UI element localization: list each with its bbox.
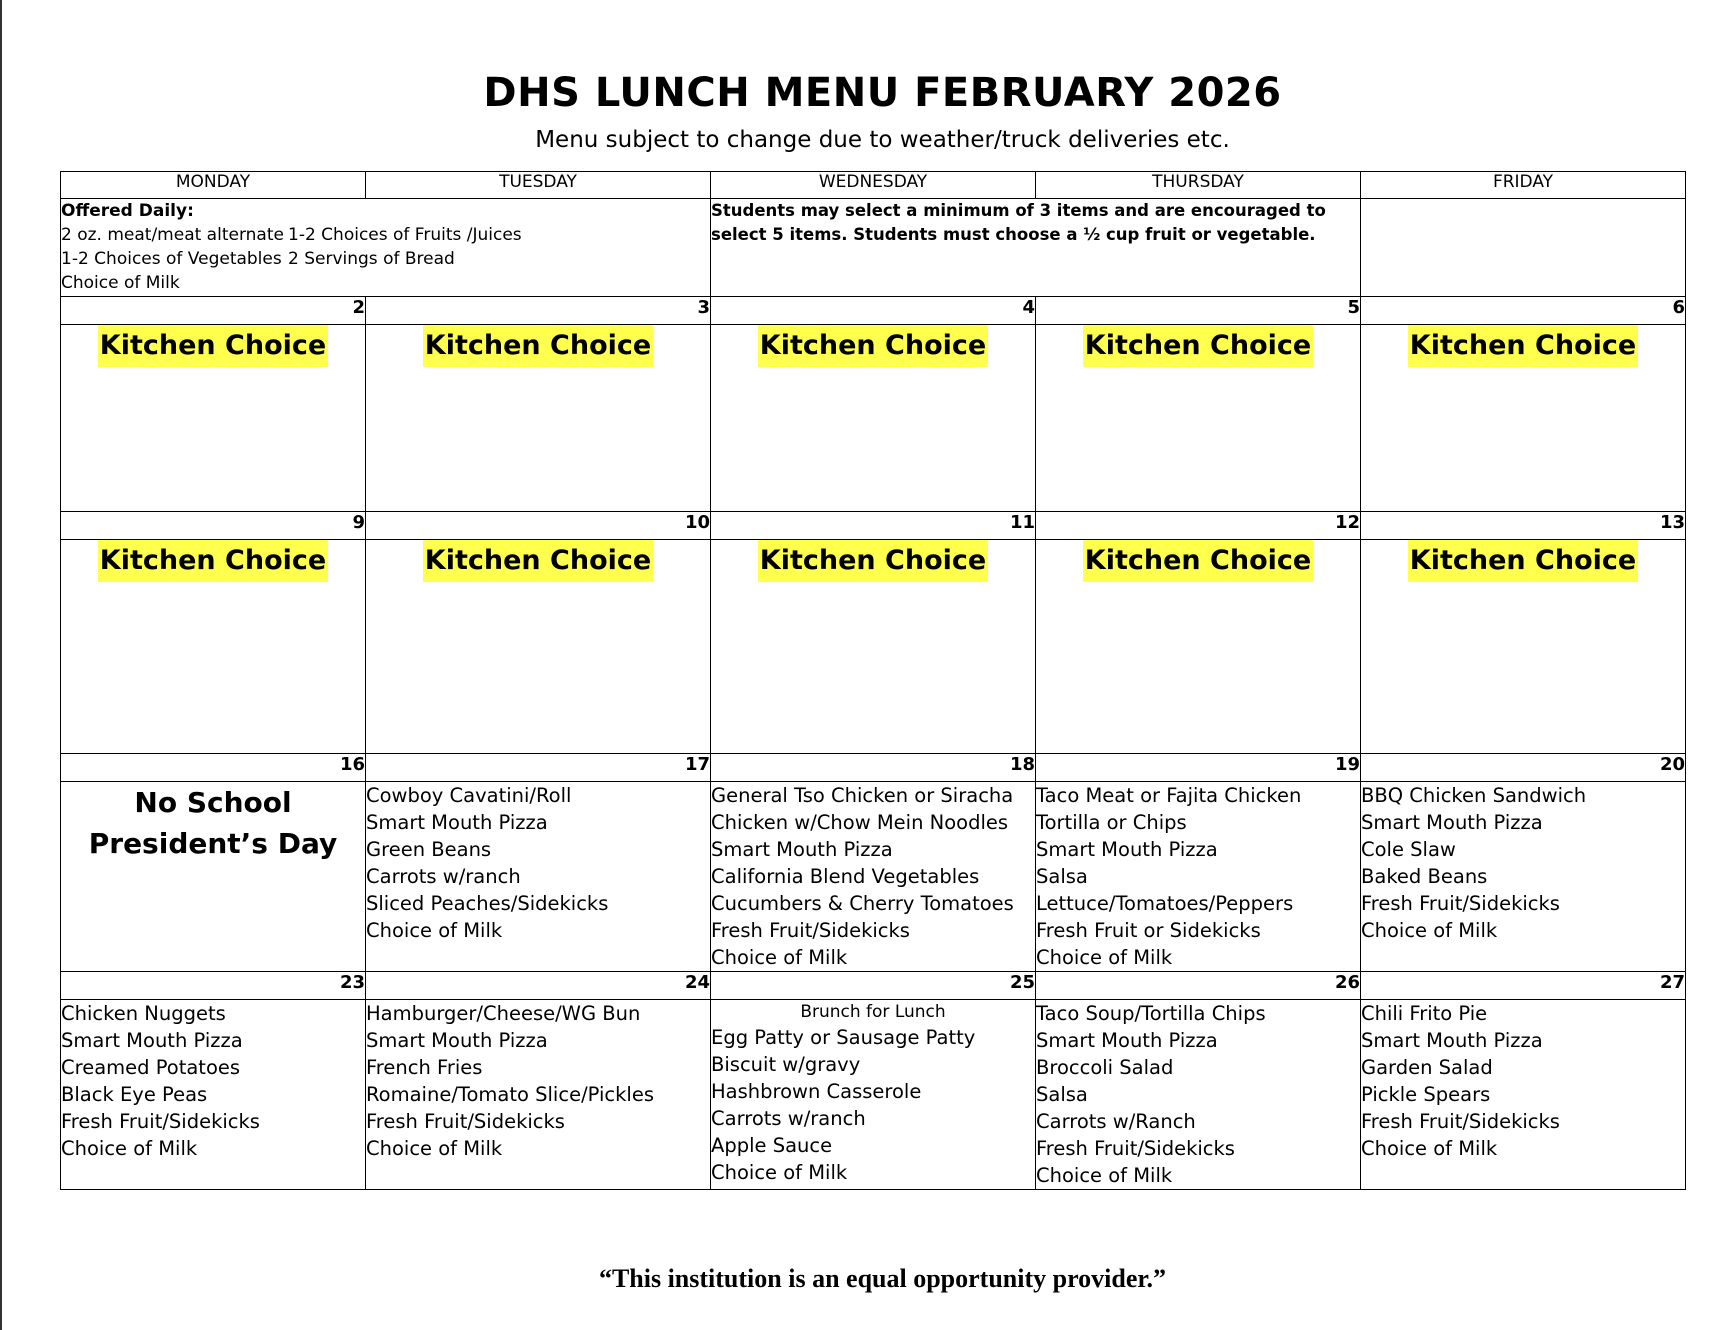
kitchen-choice-label: Kitchen Choice xyxy=(1083,325,1313,367)
date-number: 4 xyxy=(711,297,1036,325)
menu-item: Taco Soup/Tortilla Chips xyxy=(1036,1002,1266,1025)
kitchen-choice-label: Kitchen Choice xyxy=(423,325,653,367)
day-cell xyxy=(1036,540,1361,754)
menu-row xyxy=(61,540,1686,754)
day-cell xyxy=(366,1000,711,1190)
menu-item: Cucumbers & Cherry Tomatoes xyxy=(711,892,1014,915)
menu-item: Smart Mouth Pizza xyxy=(366,1029,548,1052)
day-cell xyxy=(711,540,1036,754)
menu-item: Cowboy Cavatini/Roll xyxy=(366,784,572,807)
selection-rules-cell xyxy=(711,199,1361,297)
offered-item: Choice of Milk xyxy=(61,273,180,293)
day-header: THURSDAY xyxy=(1036,172,1361,199)
menu-item: Pickle Spears xyxy=(1361,1083,1491,1106)
no-school-label: No School xyxy=(134,786,292,819)
date-number: 26 xyxy=(1036,972,1361,1000)
day-cell xyxy=(1361,325,1686,512)
menu-item: Green Beans xyxy=(366,838,492,861)
menu-item: Smart Mouth Pizza xyxy=(711,838,893,861)
menu-item: Smart Mouth Pizza xyxy=(1361,1029,1543,1052)
menu-item: Sliced Peaches/Sidekicks xyxy=(366,892,609,915)
menu-item: Chicken w/Chow Mein Noodles xyxy=(711,811,1009,834)
menu-item: Chili Frito Pie xyxy=(1361,1002,1488,1025)
kitchen-choice-label: Kitchen Choice xyxy=(1408,540,1638,582)
menu-item: Apple Sauce xyxy=(711,1134,833,1157)
menu-item: California Blend Vegetables xyxy=(711,865,980,888)
date-number: 13 xyxy=(1361,512,1686,540)
menu-item: Choice of Milk xyxy=(61,1137,198,1160)
menu-item: Tortilla or Chips xyxy=(1036,811,1187,834)
date-number: 23 xyxy=(61,972,366,1000)
date-number: 17 xyxy=(366,754,711,782)
day-header-row xyxy=(61,172,1686,199)
offered-item: 1-2 Choices of Fruits /Juices xyxy=(288,225,522,245)
no-school-cell xyxy=(61,782,366,972)
holiday-label: President’s Day xyxy=(88,827,338,860)
date-number: 5 xyxy=(1036,297,1361,325)
page-title: DHS LUNCH MENU FEBRUARY 2026 xyxy=(483,70,1282,116)
date-number: 25 xyxy=(711,972,1036,1000)
day-cell xyxy=(711,1000,1036,1190)
day-cell xyxy=(1361,782,1686,972)
date-number: 12 xyxy=(1036,512,1361,540)
menu-item: Fresh Fruit/Sidekicks xyxy=(1361,892,1560,915)
menu-item: Smart Mouth Pizza xyxy=(1036,838,1218,861)
page-left-border xyxy=(0,0,2,1330)
day-cell xyxy=(1036,325,1361,512)
day-cell xyxy=(61,325,366,512)
menu-item: Baked Beans xyxy=(1361,865,1488,888)
menu-item: Choice of Milk xyxy=(1361,1137,1498,1160)
menu-item: French Fries xyxy=(366,1056,483,1079)
menu-item: Choice of Milk xyxy=(1361,919,1498,942)
menu-item: Broccoli Salad xyxy=(1036,1056,1174,1079)
menu-item: Romaine/Tomato Slice/Pickles xyxy=(366,1083,654,1106)
menu-item: Fresh Fruit/Sidekicks xyxy=(1036,1137,1235,1160)
menu-item: Cole Slaw xyxy=(1361,838,1456,861)
menu-item: Taco Meat or Fajita Chicken xyxy=(1036,784,1302,807)
date-number: 27 xyxy=(1361,972,1686,1000)
menu-item: Fresh Fruit or Sidekicks xyxy=(1036,919,1261,942)
day-cell xyxy=(61,540,366,754)
kitchen-choice-label: Kitchen Choice xyxy=(423,540,653,582)
date-row xyxy=(61,972,1686,1000)
kitchen-choice-label: Kitchen Choice xyxy=(98,325,328,367)
date-row xyxy=(61,512,1686,540)
date-row xyxy=(61,754,1686,782)
menu-item: Fresh Fruit/Sidekicks xyxy=(1361,1110,1560,1133)
menu-item: Smart Mouth Pizza xyxy=(366,811,548,834)
day-cell xyxy=(366,782,711,972)
day-cell xyxy=(366,540,711,754)
equal-opportunity-statement: “This institution is an equal opportunity provider.” xyxy=(598,1264,1167,1293)
day-header: TUESDAY xyxy=(366,172,711,199)
day-cell xyxy=(366,325,711,512)
offered-item: 2 Servings of Bread xyxy=(288,249,455,269)
day-cell xyxy=(61,1000,366,1190)
menu-item: Carrots w/ranch xyxy=(366,865,521,888)
date-row xyxy=(61,297,1686,325)
menu-item: Black Eye Peas xyxy=(61,1083,208,1106)
date-number: 2 xyxy=(61,297,366,325)
menu-item: Chicken Nuggets xyxy=(61,1002,226,1025)
menu-item: Fresh Fruit/Sidekicks xyxy=(366,1110,565,1133)
menu-item: Choice of Milk xyxy=(366,1137,503,1160)
menu-item: Garden Salad xyxy=(1361,1056,1493,1079)
kitchen-choice-label: Kitchen Choice xyxy=(758,540,988,582)
day-cell xyxy=(1036,782,1361,972)
date-number: 3 xyxy=(366,297,711,325)
kitchen-choice-label: Kitchen Choice xyxy=(1083,540,1313,582)
day-cell xyxy=(1361,1000,1686,1190)
menu-item: Biscuit w/gravy xyxy=(711,1053,861,1076)
day-header: MONDAY xyxy=(61,172,366,199)
menu-item: Egg Patty or Sausage Patty xyxy=(711,1026,976,1049)
offered-item: 1-2 Choices of Vegetables xyxy=(61,249,282,269)
date-number: 20 xyxy=(1361,754,1686,782)
date-number: 10 xyxy=(366,512,711,540)
menu-item: Choice of Milk xyxy=(366,919,503,942)
offered-daily-title: Offered Daily: xyxy=(61,201,194,221)
offered-item: 2 oz. meat/meat alternate xyxy=(61,225,284,245)
menu-item: Carrots w/Ranch xyxy=(1036,1110,1196,1133)
menu-item: Carrots w/ranch xyxy=(711,1107,866,1130)
menu-item: Smart Mouth Pizza xyxy=(61,1029,243,1052)
menu-item: General Tso Chicken or Siracha xyxy=(711,784,1014,807)
date-number: 16 xyxy=(61,754,366,782)
menu-item: Lettuce/Tomatoes/Peppers xyxy=(1036,892,1294,915)
menu-item: Smart Mouth Pizza xyxy=(1361,811,1543,834)
date-number: 6 xyxy=(1361,297,1686,325)
info-row xyxy=(61,199,1686,297)
date-number: 18 xyxy=(711,754,1036,782)
offered-daily-cell xyxy=(61,199,711,297)
menu-row xyxy=(61,325,1686,512)
menu-item: Choice of Milk xyxy=(711,946,848,969)
kitchen-choice-label: Kitchen Choice xyxy=(98,540,328,582)
menu-item: Smart Mouth Pizza xyxy=(1036,1029,1218,1052)
date-number: 9 xyxy=(61,512,366,540)
day-cell xyxy=(711,325,1036,512)
date-number: 19 xyxy=(1036,754,1361,782)
selection-rules-text: Students may select a minimum of 3 items and are encouraged to select 5 items. Students must choose a ½ cup fruit or vegetable. xyxy=(711,201,1326,244)
menu-item: Fresh Fruit/Sidekicks xyxy=(711,919,910,942)
menu-item: Choice of Milk xyxy=(1036,946,1173,969)
date-number: 11 xyxy=(711,512,1036,540)
empty-info-cell xyxy=(1361,199,1686,297)
menu-item: Fresh Fruit/Sidekicks xyxy=(61,1110,260,1133)
menu-item: BBQ Chicken Sandwich xyxy=(1361,784,1587,807)
menu-item: Creamed Potatoes xyxy=(61,1056,241,1079)
page-subtitle: Menu subject to change due to weather/truck deliveries etc. xyxy=(535,127,1230,153)
menu-row xyxy=(61,782,1686,972)
day-header: FRIDAY xyxy=(1361,172,1686,199)
menu-item: Salsa xyxy=(1036,865,1088,888)
day-cell xyxy=(1036,1000,1361,1190)
menu-item: Hamburger/Cheese/WG Bun xyxy=(366,1002,641,1025)
menu-row xyxy=(61,1000,1686,1190)
brunch-heading: Brunch for Lunch xyxy=(800,1002,946,1022)
day-cell xyxy=(1361,540,1686,754)
kitchen-choice-label: Kitchen Choice xyxy=(1408,325,1638,367)
day-header: WEDNESDAY xyxy=(711,172,1036,199)
menu-item: Choice of Milk xyxy=(711,1161,848,1184)
menu-item: Hashbrown Casserole xyxy=(711,1080,922,1103)
kitchen-choice-label: Kitchen Choice xyxy=(758,325,988,367)
day-cell xyxy=(711,782,1036,972)
date-number: 24 xyxy=(366,972,711,1000)
menu-item: Salsa xyxy=(1036,1083,1088,1106)
menu-item: Choice of Milk xyxy=(1036,1164,1173,1187)
menu-calendar xyxy=(60,171,1686,1190)
